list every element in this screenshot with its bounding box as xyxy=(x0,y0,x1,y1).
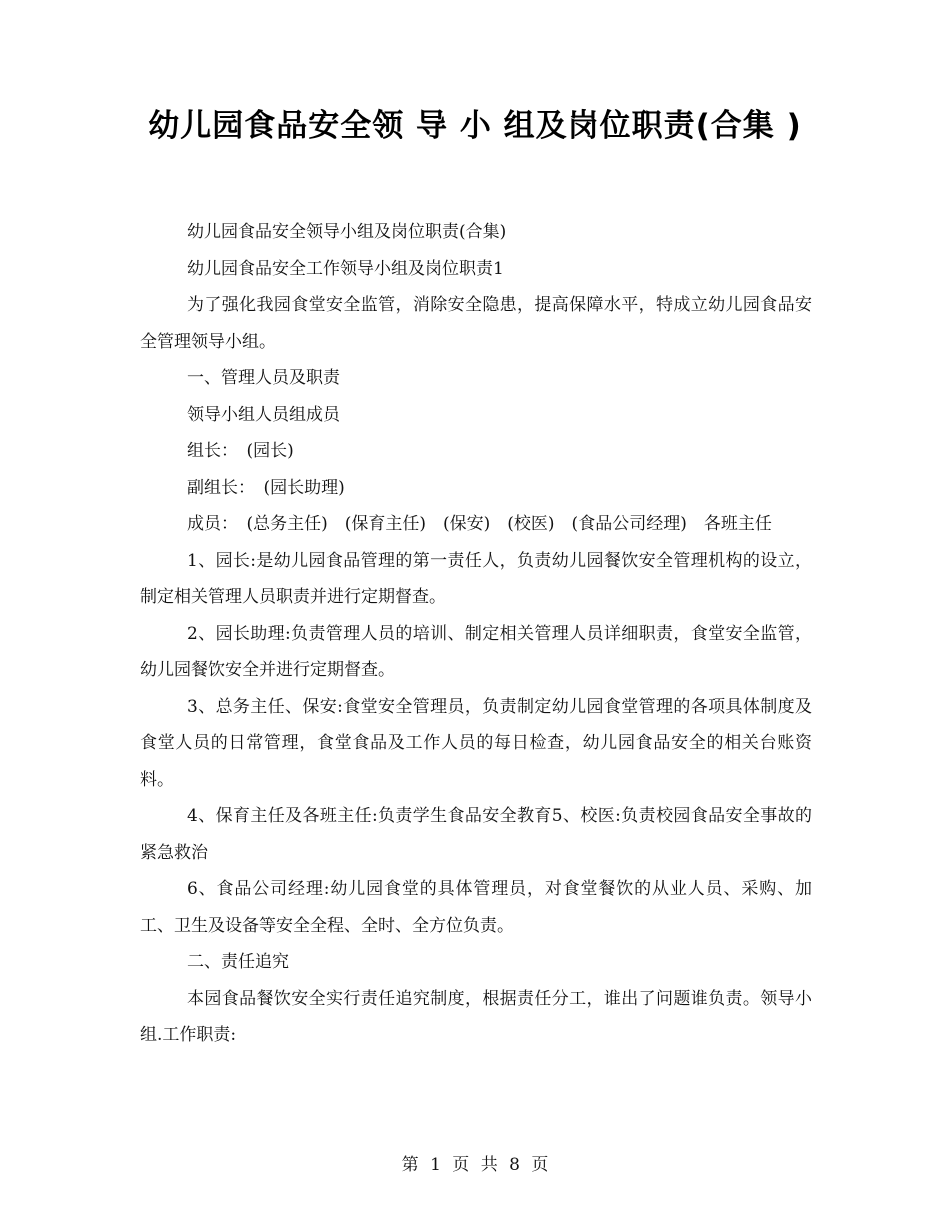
paragraph: 为了强化我园食堂安全监管，消除安全隐患，提高保障水平，特成立幼儿园食品安全管理领导小组。 xyxy=(140,295,812,352)
paragraph: 1、园长:是幼儿园食品管理的第一责任人，负责幼儿园餐饮安全管理机构的设立，制定相关管理人员职责并进行定期督查。 xyxy=(140,550,812,607)
paragraph: 4、保育主任及各班主任:负责学生食品安全教育5、校医:负责校园食品安全事故的紧急救治 xyxy=(140,806,812,863)
paragraph: 幼儿园食品安全工作领导小组及岗位职责1 xyxy=(187,258,504,279)
paragraph: 3、总务主任、保安:食堂安全管理员，负责制定幼儿园食堂管理的各项具体制度及食堂人员的日常管理，食堂食品及工作人员的每日检查，幼儿园食品安全的相关台账资料。 xyxy=(140,696,812,790)
paragraph: 成员： (总务主任) (保育主任) (保安) (校医) (食品公司经理) 各班主任 xyxy=(187,514,772,534)
paragraph: 6、食品公司经理:幼儿园食堂的具体管理员，对食堂餐饮的从业人员、采购、加工、卫生及设备等安全全程、全时、全方位负责。 xyxy=(140,879,812,936)
paragraph: 幼儿园食品安全领导小组及岗位职责(合集) xyxy=(187,222,507,242)
document-title: 幼儿园食品安全领 导 小 组及岗位职责(合集 ) xyxy=(148,108,802,144)
document-body xyxy=(140,214,812,1054)
paragraph: 组长： (园长) xyxy=(187,441,294,461)
paragraph: 2、园长助理:负责管理人员的培训、制定相关管理人员详细职责，食堂安全监管，幼儿园餐饮安全并进行定期督查。 xyxy=(140,623,812,680)
paragraph: 领导小组人员组成员 xyxy=(187,404,340,425)
paragraph: 副组长： (园长助理) xyxy=(187,477,345,498)
section-heading: 二、责任追究 xyxy=(187,952,289,972)
page-number-footer: 第 1 页 共 8 页 xyxy=(401,1155,549,1175)
section-heading: 一、管理人员及职责 xyxy=(187,368,340,388)
paragraph: 本园食品餐饮安全实行责任追究制度，根据责任分工，谁出了问题谁负责。领导小组.工作职责: xyxy=(140,988,812,1045)
